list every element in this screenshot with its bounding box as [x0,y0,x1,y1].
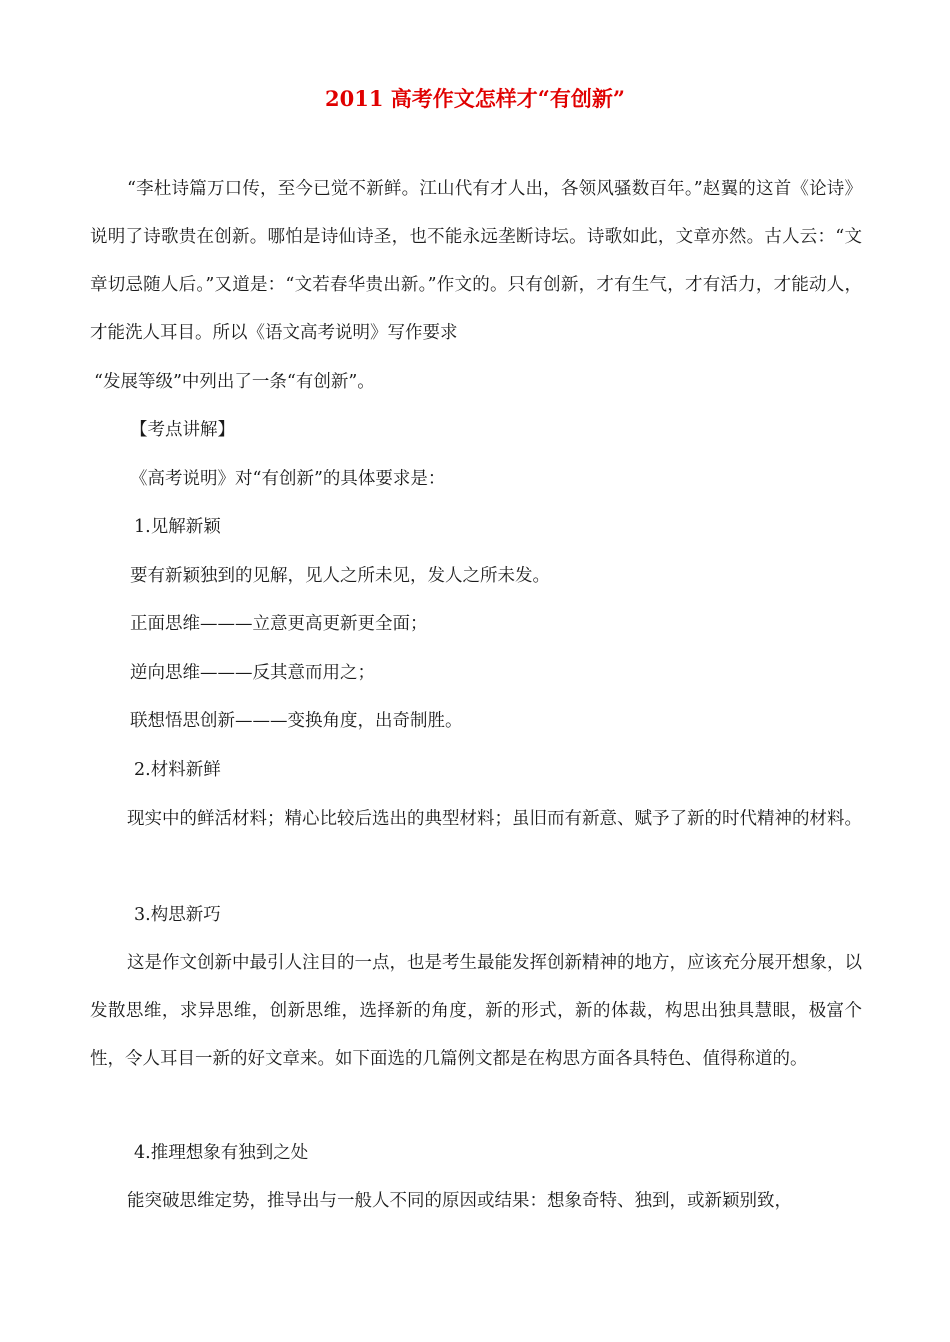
item4-text: 能突破思维定势，推导出与一般人不同的原因或结果：想象奇特、独到，或新颖别致， [127,1191,792,1211]
item1-title: 1.见解新颖 [134,517,221,537]
item2-title: 2.材料新鲜 [134,760,221,780]
item1-line3: 联想悟思创新———变换角度，出奇制胜。 [130,711,463,731]
intro-paragraph-tail: “发展等级”中列出了一条“有创新”。 [94,372,375,392]
item1-line2: 逆向思维———反其意而用之； [130,663,375,683]
item3-title: 3.构思新巧 [134,905,221,925]
requirements-intro: 《高考说明》对“有创新”的具体要求是： [130,469,446,489]
section-heading: 【考点讲解】 [130,420,235,440]
intro-paragraph: “李杜诗篇万口传，至今已觉不新鲜。江山代有才人出，各领风骚数百年。”赵翼的这首《论诗》说明了诗歌贵在创新。哪怕是诗仙诗圣，也不能永远垄断诗坛。诗歌如此，文章亦然。古人云：“文章切忌随人后。”又道是：“文若春华贵出新。”作文的。只有创新，才有生气，才有活力，才能动人，才能洗人耳目。所以《语文高考说明》写作要求 [90,179,862,343]
item1-line1: 正面思维———立意更高更新更全面； [130,614,428,634]
item1-text: 要有新颖独到的见解，见人之所未见，发人之所未发。 [130,566,550,586]
item4-title: 4.推理想象有独到之处 [134,1143,309,1163]
document-title: 2011 高考作文怎样才“有创新” [325,86,625,111]
item2-text: 现实中的鲜活材料；精心比较后选出的典型材料；虽旧而有新意、赋予了新的时代精神的材料。 [127,809,862,829]
item3-text: 这是作文创新中最引人注目的一点，也是考生最能发挥创新精神的地方，应该充分展开想象，以发散思维，求异思维，创新思维，选择新的角度，新的形式，新的体裁，构思出独具慧眼，极富个性，令人耳目一新的好文章来。如下面选的几篇例文都是在构思方面各具特色、值得称道的。 [90,953,862,1069]
